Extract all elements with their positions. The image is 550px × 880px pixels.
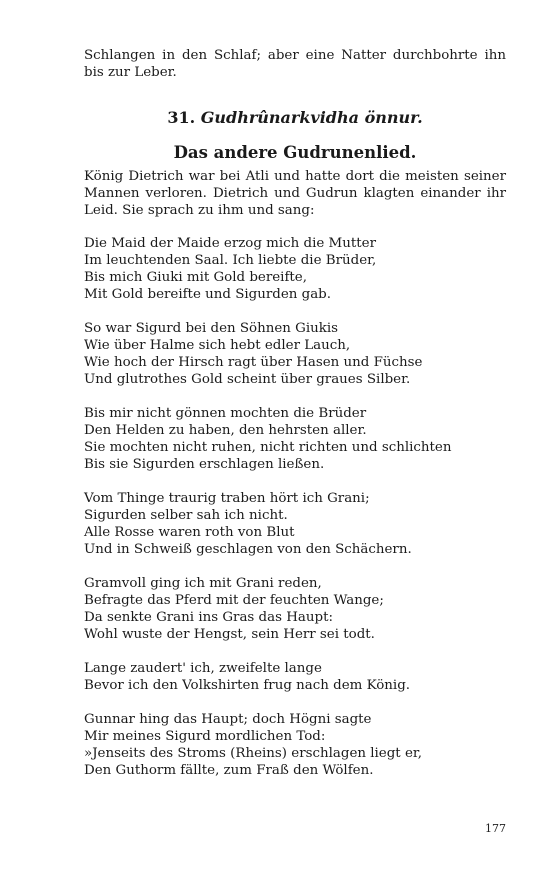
verse-line: Wie über Halme sich hebt edler Lauch,	[84, 338, 351, 353]
stanza	[84, 235, 514, 303]
verse-line: Den Helden zu haben, den hehrsten aller.	[84, 423, 367, 438]
verse-line: Lange zaudert' ich, zweifelte lange	[84, 661, 322, 676]
verse-line: Mir meines Sigurd mordlichen Tod:	[84, 729, 326, 744]
verse-line: Im leuchtenden Saal. Ich liebte die Brüder,	[84, 253, 377, 268]
continued-paragraph: Schlangen in den Schlaf; aber eine Natter durchbohrte ihn bis zur Leber.	[84, 48, 506, 80]
verse-line: »Jenseits des Stroms (Rheins) erschlagen liegt er,	[84, 746, 423, 761]
stanza	[84, 575, 514, 643]
verse-line: Bevor ich den Volkshirten frug nach dem König.	[84, 678, 411, 693]
chapter-name: Gudhrûnarkvidha önnur.	[200, 108, 423, 127]
verse-line: Gunnar hing das Haupt; doch Högni sagte	[84, 712, 372, 727]
verse-line: Wohl wuste der Hengst, sein Herr sei todt.	[84, 627, 375, 642]
verse-line: Sie mochten nicht ruhen, nicht richten und schlichten	[84, 440, 452, 455]
poem	[84, 235, 514, 796]
verse-line: Die Maid der Maide erzog mich die Mutter	[84, 236, 376, 251]
verse-line: Bis mir nicht gönnen mochten die Brüder	[84, 406, 367, 421]
verse-line: Und in Schweiß geschlagen von den Schächern.	[84, 542, 412, 557]
verse-line: Gramvoll ging ich mit Grani reden,	[84, 576, 322, 591]
intro-paragraph: König Dietrich war bei Atli und hatte dort die meisten seiner Mannen verloren. Dietrich und Gudrun klagten einander ihr Leid. Sie sprach zu ihm und sang:	[84, 169, 506, 218]
verse-line: Da senkte Grani ins Gras das Haupt:	[84, 610, 333, 625]
stanza	[84, 660, 514, 694]
page-number: 177	[485, 822, 506, 835]
verse-line: Wie hoch der Hirsch ragt über Hasen und Füchse	[84, 355, 423, 370]
chapter-subtitle: Das andere Gudrunenlied.	[173, 143, 417, 162]
verse-line: Mit Gold bereifte und Sigurden gab.	[84, 287, 332, 302]
stanza	[84, 711, 514, 779]
verse-line: Bis sie Sigurden erschlagen ließen.	[84, 457, 325, 472]
verse-line: Alle Rosse waren roth von Blut	[84, 525, 295, 540]
stanza	[84, 405, 514, 473]
chapter-number: 31.	[167, 108, 196, 127]
stanza	[84, 320, 514, 388]
verse-line: So war Sigurd bei den Söhnen Giukis	[84, 321, 339, 336]
verse-line: Und glutrothes Gold scheint über graues Silber.	[84, 372, 411, 387]
verse-line: Bis mich Giuki mit Gold bereifte,	[84, 270, 307, 285]
chapter-title	[84, 108, 506, 128]
stanza	[84, 490, 514, 558]
verse-line: Den Guthorm fällte, zum Fraß den Wölfen.	[84, 763, 374, 778]
verse-line: Befragte das Pferd mit der feuchten Wange;	[84, 593, 384, 608]
verse-line: Vom Thinge traurig traben hört ich Grani;	[84, 491, 370, 506]
verse-line: Sigurden selber sah ich nicht.	[84, 508, 288, 523]
